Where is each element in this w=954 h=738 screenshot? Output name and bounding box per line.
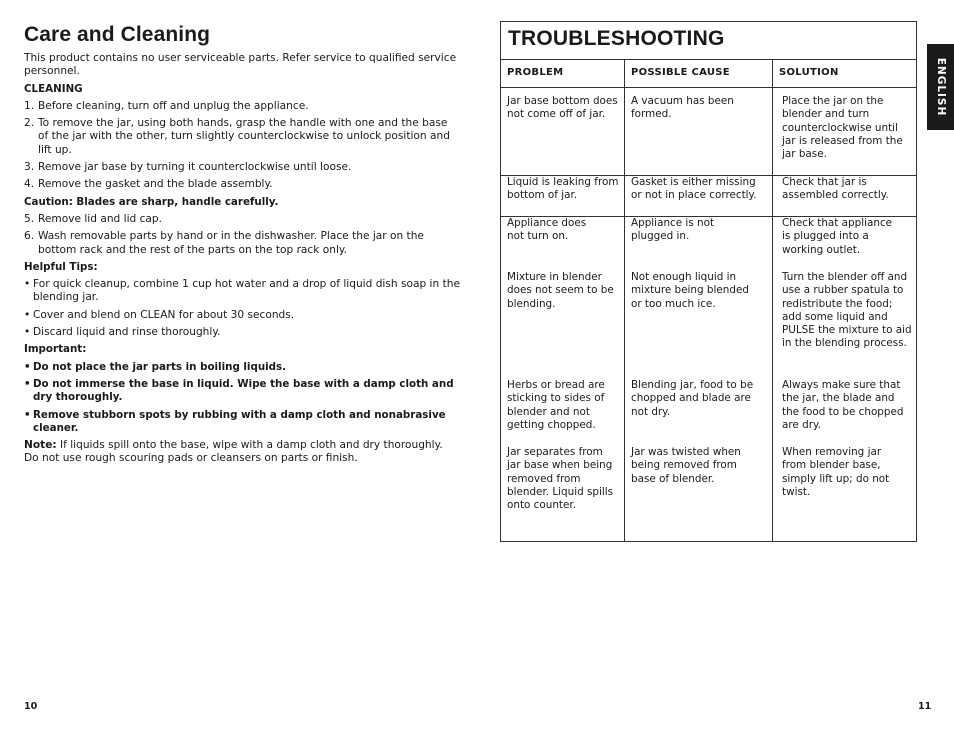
table-cell-cause: Appliance is not plugged in. <box>631 217 715 243</box>
helpful-tips-heading: Helpful Tips: <box>24 260 98 273</box>
cleaning-step: 1. Before cleaning, turn off and unplug the appliance. <box>24 99 309 112</box>
intro-text: This product contains no user serviceable parts. Refer service to qualified service personnel. <box>24 52 457 78</box>
table-cell-cause: Gasket is either missing or not in place correctly. <box>631 176 757 202</box>
cleaning-heading: CLEANING <box>24 82 83 95</box>
cleaning-step: 5. Remove lid and lid cap. <box>24 212 163 225</box>
column-divider <box>624 88 625 541</box>
page-number-left: 10 <box>24 701 38 712</box>
tip-item: • Discard liquid and rinse thoroughly. <box>24 326 221 339</box>
note-label: Note: <box>24 439 57 452</box>
table-cell-cause: Not enough liquid in mixture being blended or too much ice. <box>631 271 749 310</box>
important-item: • Remove stubborn spots by rubbing with a damp cloth and nonabrasive cleaner. <box>24 408 446 434</box>
important-item: • Do not immerse the base in liquid. Wipe the base with a damp cloth and dry thoroughly. <box>24 377 454 404</box>
note-paragraph <box>24 439 460 466</box>
cleaning-step: 3. Remove jar base by turning it counterclockwise until loose. <box>24 161 352 174</box>
table-cell-solution: Turn the blender off and use a rubber spatula to redistribute the food; add some liquid and PULSE the mixture to aid in the blending process. <box>782 271 912 350</box>
caution-text: Caution: Blades are sharp, handle carefully. <box>24 195 279 208</box>
page-number-right: 11 <box>918 701 932 712</box>
table-body <box>501 88 916 541</box>
table-cell-cause: Blending jar, food to be chopped and blade are not dry. <box>631 379 754 418</box>
table-cell-problem: Appliance does not turn on. <box>507 217 587 243</box>
troubleshooting-table <box>500 21 917 542</box>
important-heading: Important: <box>24 343 87 356</box>
language-tab <box>927 44 954 130</box>
table-cell-solution: When removing jar from blender base, simply lift up; do not twist. <box>782 446 890 498</box>
cleaning-step: 6. Wash removable parts by hand or in the dishwasher. Place the jar on the bottom rack and the rest of the parts on the top rack only. <box>24 230 424 256</box>
care-and-cleaning-page <box>24 22 460 466</box>
header-possible-cause: POSSIBLE CAUSE <box>625 60 773 87</box>
table-cell-problem: Jar base bottom does not come off of jar. <box>507 95 618 121</box>
tip-item: • For quick cleanup, combine 1 cup hot water and a drop of liquid dish soap in the blending jar. <box>24 278 460 304</box>
note-text: If liquids spill onto the base, wipe with a damp cloth and dry thoroughly. Do not use rough scouring pads or cleansers on parts or finish. <box>24 439 443 465</box>
table-cell-solution: Place the jar on the blender and turn counterclockwise until jar is released from the jar base. <box>782 95 903 161</box>
table-cell-cause: A vacuum has been formed. <box>631 95 734 121</box>
important-item: • Do not place the jar parts in boiling liquids. <box>24 360 287 373</box>
tip-item: • Cover and blend on CLEAN for about 30 seconds. <box>24 308 295 321</box>
table-cell-solution: Check that appliance is plugged into a working outlet. <box>782 217 893 256</box>
table-cell-solution: Always make sure that the jar, the blade and the food to be chopped are dry. <box>782 379 904 431</box>
cleaning-step: 2. To remove the jar, using both hands, grasp the handle with one and the base of the jar with the other, turn slightly counterclockwise to unlock position and lift up. <box>24 117 450 156</box>
header-problem: PROBLEM <box>501 60 625 87</box>
troubleshooting-title: TROUBLESHOOTING <box>501 22 916 60</box>
column-divider <box>772 88 773 541</box>
language-tab-label: ENGLISH <box>934 57 947 117</box>
cleaning-step: 4. Remove the gasket and the blade assembly. <box>24 178 273 191</box>
table-header <box>501 60 916 88</box>
table-cell-solution: Check that jar is assembled correctly. <box>782 176 889 202</box>
table-cell-problem: Jar separates from jar base when being removed from blender. Liquid spills onto counter. <box>507 446 614 512</box>
header-solution: SOLUTION <box>779 67 839 78</box>
table-cell-problem: Liquid is leaking from bottom of jar. <box>507 176 619 202</box>
page-title: Care and Cleaning <box>24 23 211 46</box>
table-cell-cause: Jar was twisted when being removed from base of blender. <box>631 446 741 485</box>
table-cell-problem: Herbs or bread are sticking to sides of blender and not getting chopped. <box>507 379 605 431</box>
table-cell-problem: Mixture in blender does not seem to be blending. <box>507 271 614 310</box>
